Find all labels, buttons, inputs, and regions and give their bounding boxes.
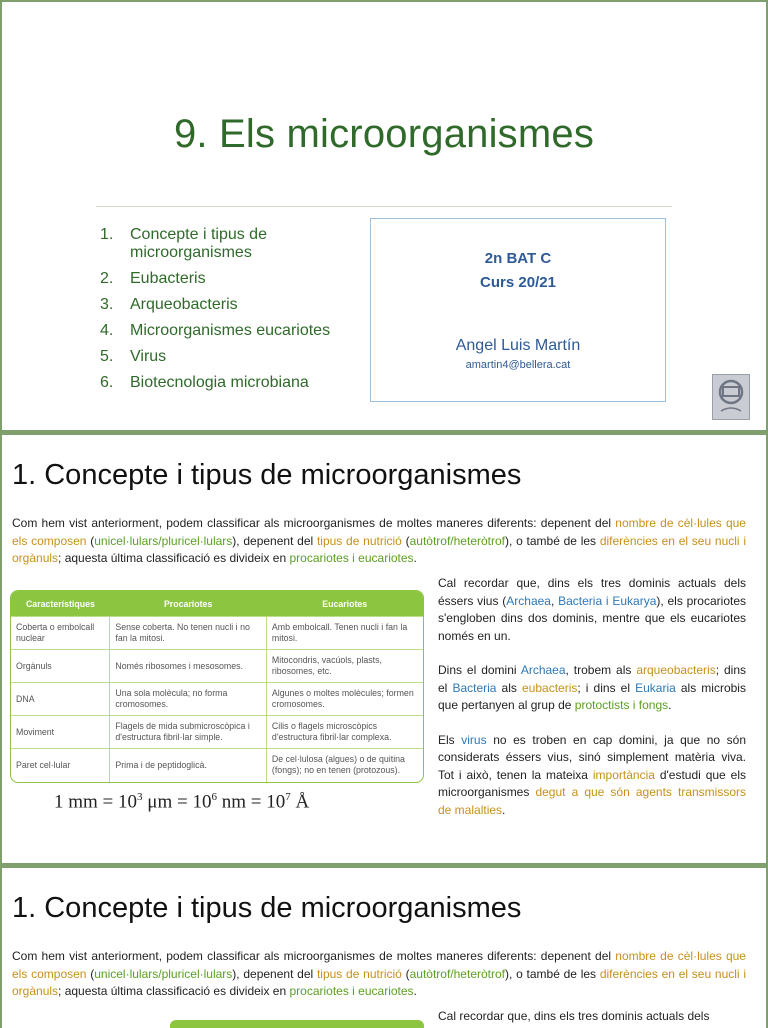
toc-item: 1. Concepte i tipus de microorganismes [100, 226, 267, 261]
author-name: Angel Luis Martín [455, 337, 581, 354]
toc-item: 5. Virus [100, 348, 167, 365]
table-row: Coberta o embolcall nuclear Sense coberta. No tenen nucli i no fan la mitosi. Amb embolcall. Tenen nucli i fan la mitosi. [11, 617, 423, 650]
class-label: 2n BAT C Curs 20/21 [480, 250, 556, 291]
virus-paragraph: Els virus no es troben en cap domini, ja que no són considerats éssers vius, sinó simplement matèria viva. Tot i això, tenen la mateixa importància d'estudi que els microorganismes degut a que són agents transmissors de malalties. [438, 732, 746, 817]
author-email: amartin4@bellera.cat [465, 359, 571, 371]
slide-title: 9. Els microorganismes [173, 112, 595, 156]
course-info-box [370, 218, 666, 402]
toc-item: 3. Arqueobacteris [100, 296, 238, 313]
table-row: Paret cel·lular Prima i de peptidoglicà. De cel·lulosa (algues) o de quitina (fongs); no en tenen (protozous). [11, 749, 423, 782]
slide-heading: 1. Concepte i tipus de microorganismes [12, 459, 522, 491]
intro-paragraph: Com hem vist anteriorment, podem classificar als microorganismes de moltes maneres diferents: depenent del nombre de cèl·lules que els composen (unicel·lulars/pluricel·lulars), depenent del tipus de nutrició (autòtrof/heteròtrof), o també de les diferències en el seu nucli i orgànuls; aquesta última classificació es divideix en procariotes i eucariotes. [12, 949, 747, 998]
divider [96, 206, 672, 207]
content-slide-partial [2, 868, 766, 1028]
groups-paragraph: Dins el domini Archaea, trobem als arqueobacteris; dins el Bacteria als eubacteris; i dins el Eukaria als microbis que pertanyen al grup de protoctists i fongs. [438, 663, 746, 712]
toc-item: 4. Microorganismes eucariotes [100, 322, 331, 339]
table-row: Orgànuls Només ribosomes i mesosomes. Mitocondris, vacúols, plasts, ribosomes, etc. [11, 650, 423, 683]
toc-item: 6. Biotecnologia microbiana [100, 374, 309, 391]
intro-paragraph: Com hem vist anteriorment, podem classificar als microorganismes de moltes maneres diferents: depenent del nombre de cèl·lules que els composen (unicel·lulars/pluricel·lulars), depenent del tipus de nutrició (autòtrof/heteròtrof), o també de les diferències en el seu nucli i orgànuls; aquesta última classificació es divideix en procariotes i eucariotes. [12, 516, 747, 565]
table-header-bar [170, 1020, 424, 1028]
comparison-table [10, 590, 424, 783]
toc-item: 2. Eubacteris [100, 270, 206, 287]
side-text: Cal recordar que, dins els tres dominis actuals dels [438, 1009, 710, 1023]
unit-conversion-formula: 1 mm = $10^3$ $\mu m = 10^6$ nm = $10^7$ Å [54, 791, 310, 813]
table-header: Procariotes [110, 591, 267, 617]
slide-heading: 1. Concepte i tipus de microorganismes [12, 892, 522, 924]
table-row: Moviment Flagels de mida submicroscòpica i d'estructura fibril·lar simple. Cilis o flagels microscòpics d'estructura fibril·lar complexa. [11, 716, 423, 749]
side-text [438, 575, 746, 836]
table-header: Característiques [11, 591, 110, 617]
table-row: DNA Una sola molècula; no forma cromosomes. Algunes o moltes molècules; formen cromosomes. [11, 683, 423, 716]
domains-paragraph: Cal recordar que, dins els tres dominis actuals dels éssers vius (Archaea, Bacteria i Eukarya), els procariotes s'engloben dins dos dominis, mentre que els eucariotes només en un. [438, 576, 746, 643]
table-header: Eucariotes [266, 591, 423, 617]
table-of-contents [100, 226, 360, 400]
title-slide [2, 2, 766, 430]
content-slide [2, 435, 766, 863]
school-logo-icon [712, 374, 750, 420]
